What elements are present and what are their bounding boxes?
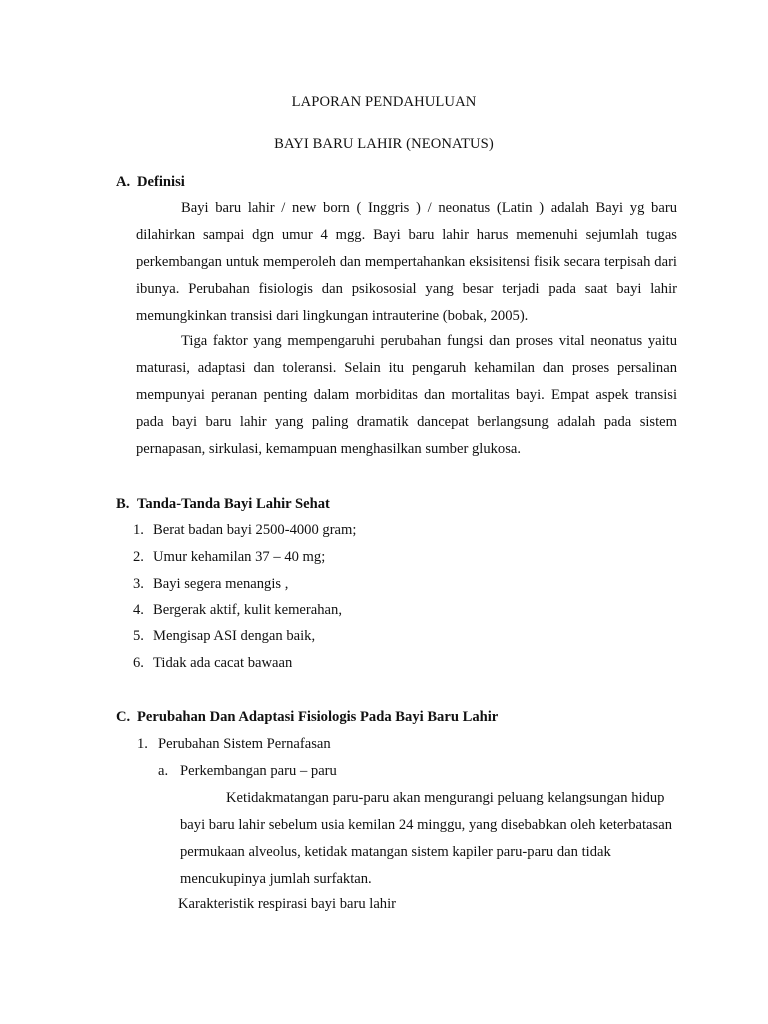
list-item: 5. Mengisap ASI dengan baik, [133, 628, 316, 644]
section-c-letter: C. [116, 709, 131, 725]
section-a-letter: A. [116, 174, 131, 190]
list-item: 1. Berat badan bayi 2500-4000 gram; [133, 522, 357, 538]
list-item: 4. Bergerak aktif, kulit kemerahan, [133, 602, 342, 618]
definition-paragraph-2: Tiga faktor yang mempengaruhi perubahan fungsi dan proses vital neonatus yaitu maturasi, adaptasi dan toleransi. Selain itu pengaruh kehamilan dan proses persalinan mempunyai peranan penting dalam morbiditas dan mortalitas bayi. Empat aspek transisi pada bayi baru lahir yang paling dramatik dancepat berlangsung adalah pada sistem pernapasan, sirkulasi, kemampuan menghasilkan sumber glukosa. [136, 333, 677, 457]
list-item: 3. Bayi segera menangis , [133, 576, 289, 592]
section-c-title: Perubahan Dan Adaptasi Fisiologis Pada Bayi Baru Lahir [137, 709, 499, 725]
lung-development-paragraph: Ketidakmatangan paru-paru akan mengurangi peluang kelangsungan hidup bayi baru lahir sebelum usia kemilan 24 minggu, yang disebabkan oleh keterbatasan permukaan alveolus, ketidak matangan sistem kapiler paru-paru dan tidak mencukupinya jumlah surfaktan. [180, 790, 672, 887]
section-b-letter: B. [116, 496, 130, 512]
document-title: LAPORAN PENDAHULUAN [291, 94, 477, 110]
list-item: 6. Tidak ada cacat bawaan [133, 655, 293, 671]
definition-paragraph-1: Bayi baru lahir / new born ( Inggris ) / neonatus (Latin ) adalah Bayi yg baru dilahirkan sampai dgn umur 4 mgg. Bayi baru lahir harus memenuhi sejumlah tugas perkembangan untuk memperoleh dan mempertahankan eksisitensi fisik secara terpisah dari ibunya. Perubahan fisiologis dan psikososial yang besar terjadi pada saat bayi lahir memungkinkan transisi dari lingkungan intrauterine (bobak, 2005). [136, 200, 677, 324]
respiration-characteristics-line: Karakteristik respirasi bayi baru lahir [178, 896, 397, 912]
section-b-title: Tanda-Tanda Bayi Lahir Sehat [137, 496, 330, 512]
subsection-1a: a. Perkembangan paru – paru [158, 763, 337, 779]
section-a-title: Definisi [137, 174, 185, 190]
document-subtitle: BAYI BARU LAHIR (NEONATUS) [274, 136, 494, 152]
subsection-1: 1. Perubahan Sistem Pernafasan [137, 736, 331, 752]
list-item: 2. Umur kehamilan 37 – 40 mg; [133, 549, 326, 565]
